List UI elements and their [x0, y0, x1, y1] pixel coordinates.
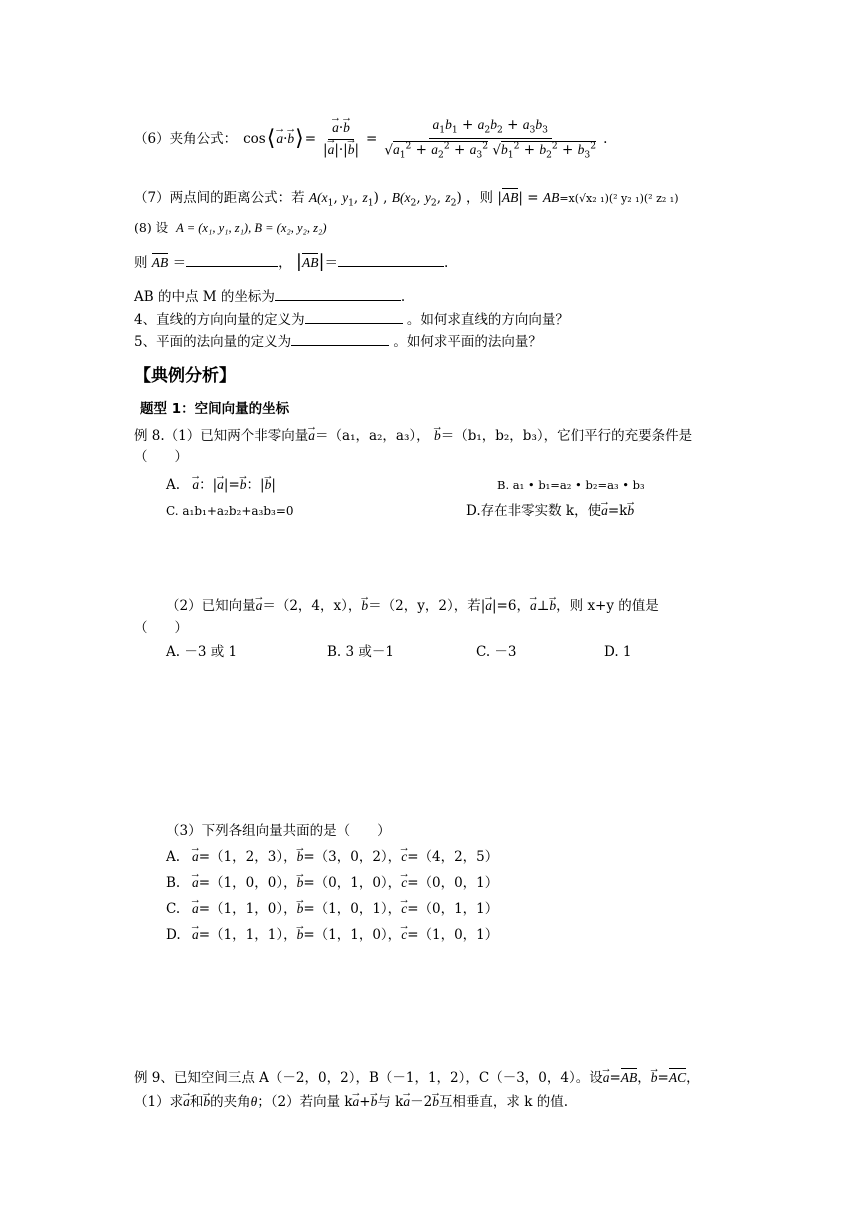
question-4: 4、直线的方向向量的定义为 。如何求直线的方向向量？	[134, 312, 569, 328]
ex8-option-b: B. a₁ • b₁=a₂ • b₂=a₃ • b₃	[497, 478, 645, 492]
theta-symbol: θ	[250, 1094, 258, 1109]
ex8-2-option-a: A. －3 或 1	[166, 644, 238, 660]
example-8-part-1: 例 8.（1）已知两个非零向量→ a＝（a₁，a₂，a₃）， → b＝（b₁，b₂，b₃），它们平行的充要条件是	[134, 428, 692, 445]
example-8-part-2-paren: （ ）	[134, 620, 188, 636]
ex8-3-option-c: C.→ a=（1，1，0），→ b=（1，0，1），→ c=（0，1，1）	[166, 901, 498, 918]
midpoint-blank[interactable]	[275, 300, 401, 301]
ab-vector-line: 则 AB ＝ ， |AB|＝ .	[134, 251, 449, 272]
cos-text: cos	[243, 130, 266, 147]
q5-blank[interactable]	[291, 345, 389, 346]
question-5: 5、平面的法向量的定义为 。如何求平面的法向量？	[134, 334, 542, 350]
ex8-2-option-b: B. 3 或－1	[327, 644, 394, 660]
topic-1-title: 题型 1：空间向量的坐标	[140, 401, 290, 417]
midpoint-line: AB 的中点 M 的坐标为 .	[134, 289, 406, 305]
example-9-line-2: （1）求→ a和→ b的夹角θ；（2）若向量 k→ a+→ b与 k→ a－2→ b互相垂直，求 k 的值.	[134, 1094, 568, 1111]
ex8-option-d: D.存在非零实数 k，使→ a=k→ b	[466, 503, 634, 520]
formula-7-distance: （7）两点间的距离公式：若 $A(x_1$, $y_1$, $z_1$) , $B(x_2$, $y_2$, $z_2$) ，则 |AB| = AB=x(√x₂ ₁)(² y₂ ₁)(² z₂ ₁)	[134, 190, 679, 209]
ab-vector-blank[interactable]	[186, 266, 278, 267]
formula-6-angle: （6）夹角公式： cos ⟨ → a · → b ⟩ = → $\frac{a\cdot\to b}{|\to a|\cdot|\to b|}$ = $\frac{a_1b_1 + a_2b_2 + a_3b_3}{√a_1^2 + a_2^2 + a_3^2 √b_1^2 + b_2^2 + b_3^2}$ .	[134, 112, 607, 166]
formula-6-fraction-1: → $\frac{a\cdot\to b}{|\to a|\cdot|\to b|}$	[319, 120, 363, 159]
example-8-part-1-paren: （ ）	[134, 449, 188, 465]
ex8-2-option-d: D. 1	[604, 644, 632, 660]
formula-7-label: （7）两点间的距离公式：若	[134, 190, 305, 206]
example-8-part-3: （3）下列各组向量共面的是（ ）	[166, 823, 391, 839]
formula-6-fraction-2: $\frac{a_1b_1 + a_2b_2 + a_3b_3}{√a_1^2 + a_2^2 + a_3^2 √b_1^2 + b_2^2 + b_3^2}$	[384, 116, 597, 161]
example-8-part-2: （2）已知向量→ a＝（2，4，x），→ b＝（2，y，2），若|→ a|=6，→ a⊥→ b，则 x+y 的值是	[166, 598, 659, 615]
ex8-3-option-a: A.→ a=（1，2，3），→ b=（3，0，2），→ c=（4，2，5）	[166, 849, 498, 866]
ex8-2-option-c: C. －3	[476, 644, 517, 660]
ex8-option-a: A. → a：|→ a|=→ b：|→ b|	[166, 477, 276, 494]
formula-6-label: （6）夹角公式：	[134, 130, 238, 147]
ex8-3-option-b: B.→ a=（1，0，0），→ b=（0，1，0），→ c=（0，0，1）	[166, 875, 498, 892]
example-9-line-1: 例 9、已知空间三点 A（－2，0，2），B（－1，1，2），C（－3，0，4）。设→ a=AB，→ b=AC，	[134, 1068, 700, 1087]
formula-8: (8) 设 A = (x₁, y₁, z₁), B = (x₂, y₂, z₂)	[134, 220, 327, 235]
ex8-option-c: C. a₁b₁+a₂b₂+a₃b₃=0	[166, 504, 294, 518]
section-title: 【典例分析】	[134, 366, 236, 386]
q4-blank[interactable]	[305, 323, 403, 324]
ex8-3-option-d: D.→ a=（1，1，1），→ b=（1，1，0），→ c=（1，0，1）	[166, 927, 498, 944]
ab-length-blank[interactable]	[338, 266, 444, 267]
